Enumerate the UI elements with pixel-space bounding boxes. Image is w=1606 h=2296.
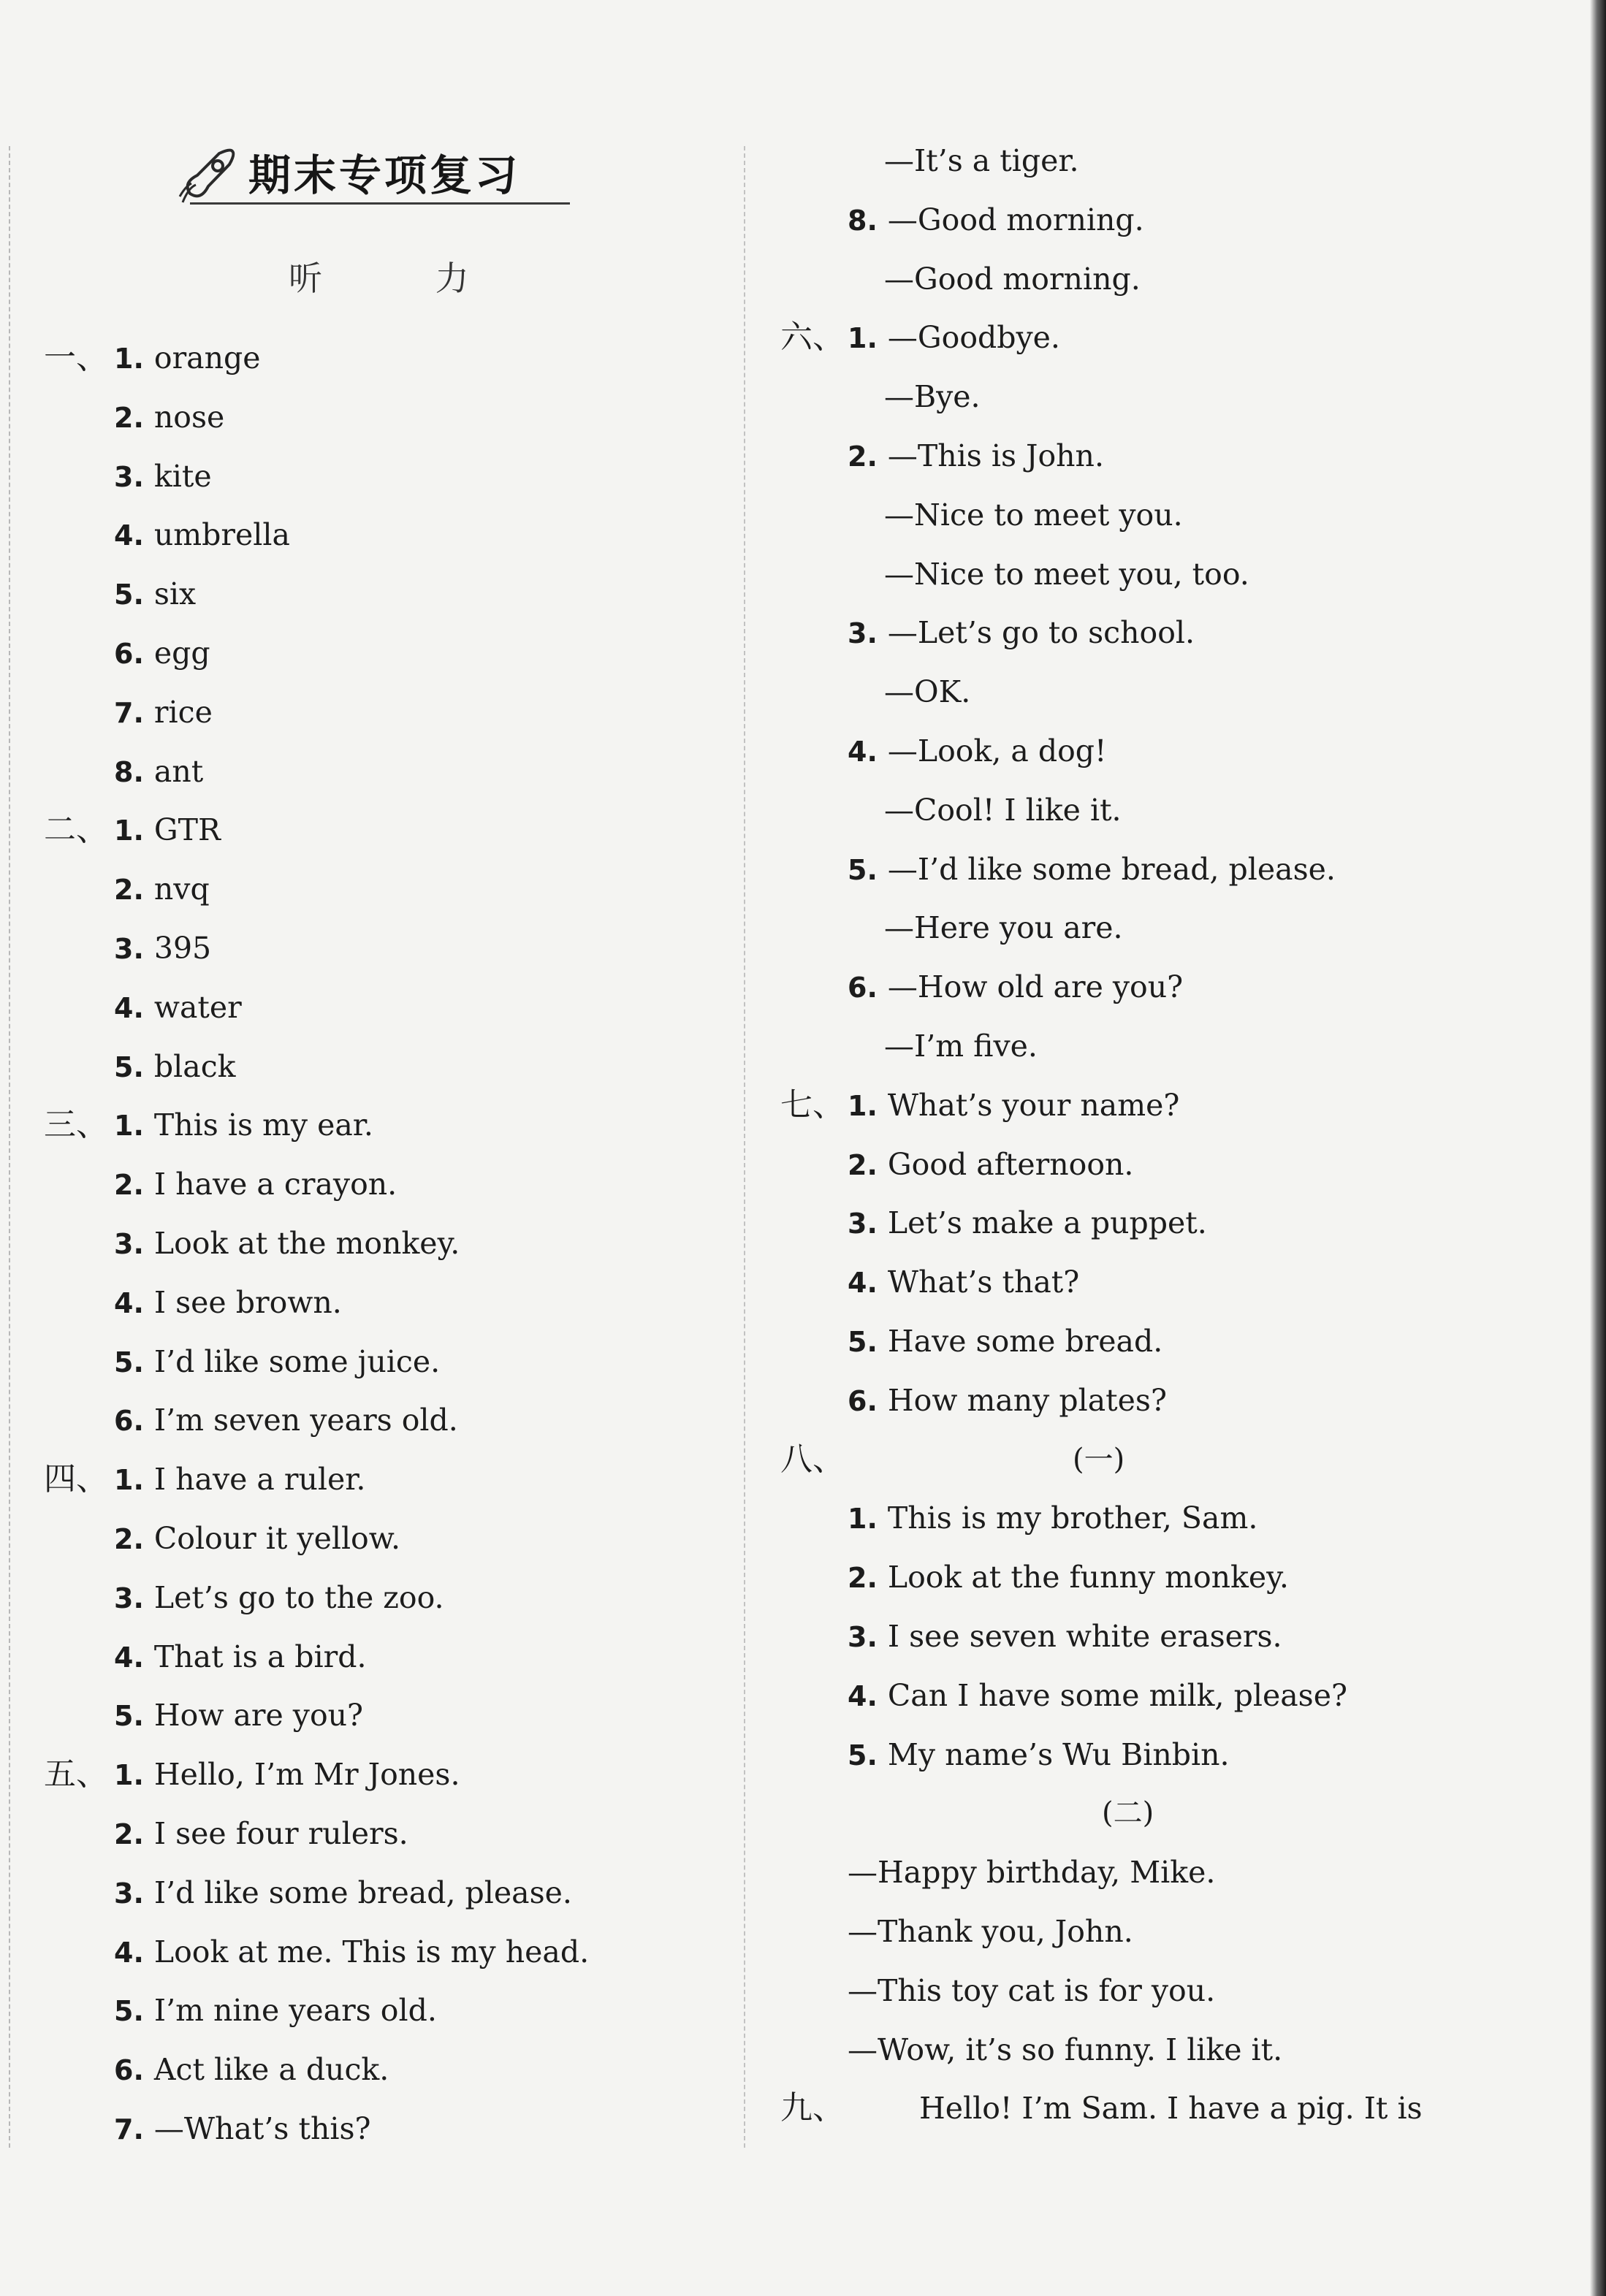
item-number: 1. [114,1464,144,1497]
item-number: 2. [114,874,144,907]
item-number: 8. [848,204,878,237]
answer-line [114,985,242,1029]
answer-text: Look at me. This is my head. [153,1934,590,1969]
rocket-icon [175,142,241,208]
answer-line [884,139,1078,183]
answer-line [848,1378,1167,1422]
answer-text: I see seven white erasers. [887,1619,1282,1654]
answer-line [114,1457,365,1501]
answer-line [114,1693,363,1737]
answer-text: black [153,1048,236,1084]
answer-text: Look at the funny monkey. [887,1560,1289,1595]
item-number: 3. [848,1621,878,1653]
item-number: 2. [848,1148,878,1181]
answer-line [114,808,221,852]
answer-line [848,1674,1347,1717]
item-number: 1. [114,1110,144,1143]
item-number: 2. [848,1562,878,1595]
left-dashed-divider [9,146,10,2148]
answer-text: Colour it yellow. [153,1521,400,1556]
answer-text: —OK. [884,674,971,710]
answer-line [884,552,1249,596]
item-number: 4. [848,1679,878,1712]
answer-text: Have some bread. [887,1324,1163,1359]
answer-text: —Nice to meet you, too. [884,556,1249,592]
page-title: 期末专项复习 [248,150,521,200]
answer-line [114,1045,236,1088]
answer-text: I’m seven years old. [153,1403,458,1438]
item-number: 6. [848,972,878,1004]
item-number: 5. [114,579,144,611]
subsection-heading: (二) [1102,1796,1154,1831]
item-number: 4. [114,519,144,552]
section-number: 三、 [44,1106,108,1144]
answer-text: —It’s a tiger. [884,143,1079,178]
item-number: 3. [114,460,144,493]
answer-text: GTR [153,812,221,848]
answer-line [848,1969,1215,2013]
answer-text: Good afternoon. [887,1146,1134,1182]
answer-text: —I’d like some bread, please. [887,851,1336,887]
answer-text: —Thank you, John. [848,1914,1133,1949]
item-number: 2. [114,1523,144,1555]
answer-text: —Let’s go to school. [887,615,1195,651]
answer-text: —Good morning. [887,202,1144,237]
answer-line [884,375,981,419]
item-number: 1. [848,322,878,355]
answer-line [848,611,1195,655]
item-number: 2. [114,1818,144,1850]
answer-text: How many plates? [887,1382,1167,1418]
answer-text: —Look, a dog! [887,733,1107,768]
item-number: 4. [114,1286,144,1319]
item-number: 5. [114,1346,144,1378]
answer-text: orange [153,340,261,375]
item-number: 2. [114,401,144,434]
answer-line [848,1083,1179,1127]
answer-line [114,1930,589,1974]
answer-line [114,750,203,793]
page-binding-edge [1590,0,1606,2296]
answer-text: water [153,989,242,1025]
answer-line [114,1812,408,1856]
subsection-heading: (一) [1073,1442,1125,1476]
answer-line [114,690,213,734]
answer-line [114,454,212,498]
answer-text: This is my ear. [153,1107,373,1143]
section-number: 四、 [44,1460,108,1498]
answer-text: —Cool! I like it. [884,792,1122,828]
answer-text: I’m nine years old. [153,1993,437,2029]
answer-text: My name’s Wu Binbin. [887,1736,1230,1772]
center-dashed-divider [744,146,745,2148]
answer-text: Can I have some milk, please? [887,1677,1347,1713]
answer-line [114,1281,342,1324]
item-number: 3. [114,933,144,965]
answer-line [848,965,1183,1009]
answer-line [884,906,1123,950]
answer-line [848,1850,1215,1894]
answer-text: I have a crayon. [153,1167,397,1202]
item-number: 5. [848,1326,878,1358]
item-number: 5. [114,1995,144,2028]
answer-text: nose [153,399,225,435]
section-number: 七、 [780,1086,845,1124]
section-number: 九、 [780,2089,845,2127]
answer-line [114,1221,460,1265]
answer-text: —Wow, it’s so funny. I like it. [848,2032,1283,2067]
item-number: 3. [114,1228,144,1260]
answer-line [114,1162,397,1206]
answer-line [848,1496,1257,1540]
answer-line [114,1871,572,1915]
answer-text: —Goodbye. [887,320,1060,356]
item-number: 7. [114,2113,144,2146]
answer-line [848,1733,1230,1777]
answer-line [848,847,1336,891]
answer-text: What’s your name? [887,1087,1180,1123]
item-number: 4. [114,991,144,1024]
answer-text: Let’s make a puppet. [887,1205,1207,1241]
item-number: 7. [114,696,144,729]
answer-text: I’d like some juice. [153,1343,441,1379]
answer-line [114,395,224,439]
section-number: 六、 [780,319,845,356]
section-number: 八、 [780,1440,845,1478]
item-number: 6. [114,1405,144,1438]
answer-text: I see four rulers. [153,1816,408,1851]
answer-text: —This toy cat is for you. [848,1972,1216,2008]
section-number: 五、 [44,1755,108,1793]
section-header [175,135,570,208]
answer-line [114,926,211,970]
answer-text: I see brown. [153,1284,342,1320]
item-number: 1. [114,1759,144,1792]
item-number: 5. [114,1050,144,1083]
answer-text: —How old are you? [887,969,1184,1005]
item-number: 3. [114,1877,144,1910]
answer-line [848,729,1107,773]
item-number: 1. [848,1089,878,1122]
answer-line [114,2048,389,2091]
item-number: 2. [848,440,878,473]
answer-line [848,1910,1133,1953]
answer-line [114,1340,440,1384]
answer-line [848,2028,1282,2072]
answer-text: Let’s go to the zoo. [153,1579,444,1615]
item-number: 6. [114,638,144,670]
answer-text: 395 [153,931,212,966]
item-number: 3. [848,617,878,650]
item-number: 4. [114,1936,144,1969]
answer-line [114,1398,458,1442]
answer-text: I have a ruler. [153,1462,366,1498]
answer-line [114,336,261,380]
answer-line [114,867,210,911]
answer-line [848,1319,1162,1363]
title-underline [190,202,570,205]
item-number: 5. [114,1700,144,1733]
item-number: 8. [114,755,144,788]
answer-line [884,670,970,714]
answer-line [114,572,196,616]
answer-text: nvq [153,872,210,907]
answer-text: —Here you are. [884,910,1123,946]
answer-line [114,1635,367,1679]
answer-text: I’d like some bread, please. [153,1874,572,1910]
answer-text: —Bye. [884,379,981,415]
answer-line [114,2107,370,2151]
answer-line [114,1576,444,1620]
answer-line [114,1752,460,1796]
answer-line [848,434,1104,478]
answer-line [884,257,1141,301]
answer-line [848,1614,1282,1658]
item-number: 4. [848,736,878,768]
answer-text: six [153,576,197,612]
item-number: 1. [848,1503,878,1536]
answer-line [884,1024,1038,1068]
answer-line [848,316,1060,359]
answer-line [884,788,1122,832]
answer-line [848,1260,1079,1304]
answer-text: —I’m five. [884,1029,1038,1064]
answer-text: Look at the monkey. [153,1226,460,1261]
answer-line [884,493,1183,537]
item-number: 4. [114,1641,144,1674]
answer-text: —What’s this? [153,2111,371,2146]
item-number: 5. [848,1739,878,1771]
section-title: 听 力 [289,259,520,298]
answer-text: ant [153,753,204,789]
answer-line [848,1143,1133,1186]
answer-line [114,1103,373,1147]
item-number: 1. [114,815,144,847]
answer-line [848,1201,1207,1245]
answer-text: rice [153,694,213,730]
answer-text: —This is John. [887,438,1104,473]
answer-text: —Good morning. [884,261,1141,297]
item-number: 1. [114,343,144,375]
item-number: 6. [848,1384,878,1417]
answer-text: This is my brother, Sam. [887,1500,1258,1536]
answer-line [114,1517,400,1560]
answer-text: —Nice to meet you. [884,497,1183,533]
answer-line [114,513,290,557]
item-number: 6. [114,2054,144,2087]
answer-text: kite [153,458,212,494]
answer-text: Act like a duck. [153,2052,389,2088]
item-number: 3. [114,1582,144,1614]
answer-line [848,1555,1289,1599]
item-number: 2. [114,1169,144,1202]
answer-line [114,631,210,675]
passage-text: Hello! I’m Sam. I have a pig. It is [919,2091,1423,2127]
answer-text: What’s that? [887,1265,1080,1300]
item-number: 4. [848,1267,878,1300]
answer-text: How are you? [153,1698,364,1734]
answer-text: egg [153,636,210,671]
answer-text: That is a bird. [153,1639,367,1674]
answer-text: umbrella [153,517,290,553]
section-number: 一、 [44,339,108,376]
item-number: 3. [848,1208,878,1240]
answer-line [848,198,1144,242]
answer-text: —Happy birthday, Mike. [848,1855,1216,1891]
section-number: 二、 [44,811,108,849]
answer-line [114,1988,437,2032]
item-number: 5. [848,853,878,886]
answer-text: Hello, I’m Mr Jones. [153,1757,460,1793]
